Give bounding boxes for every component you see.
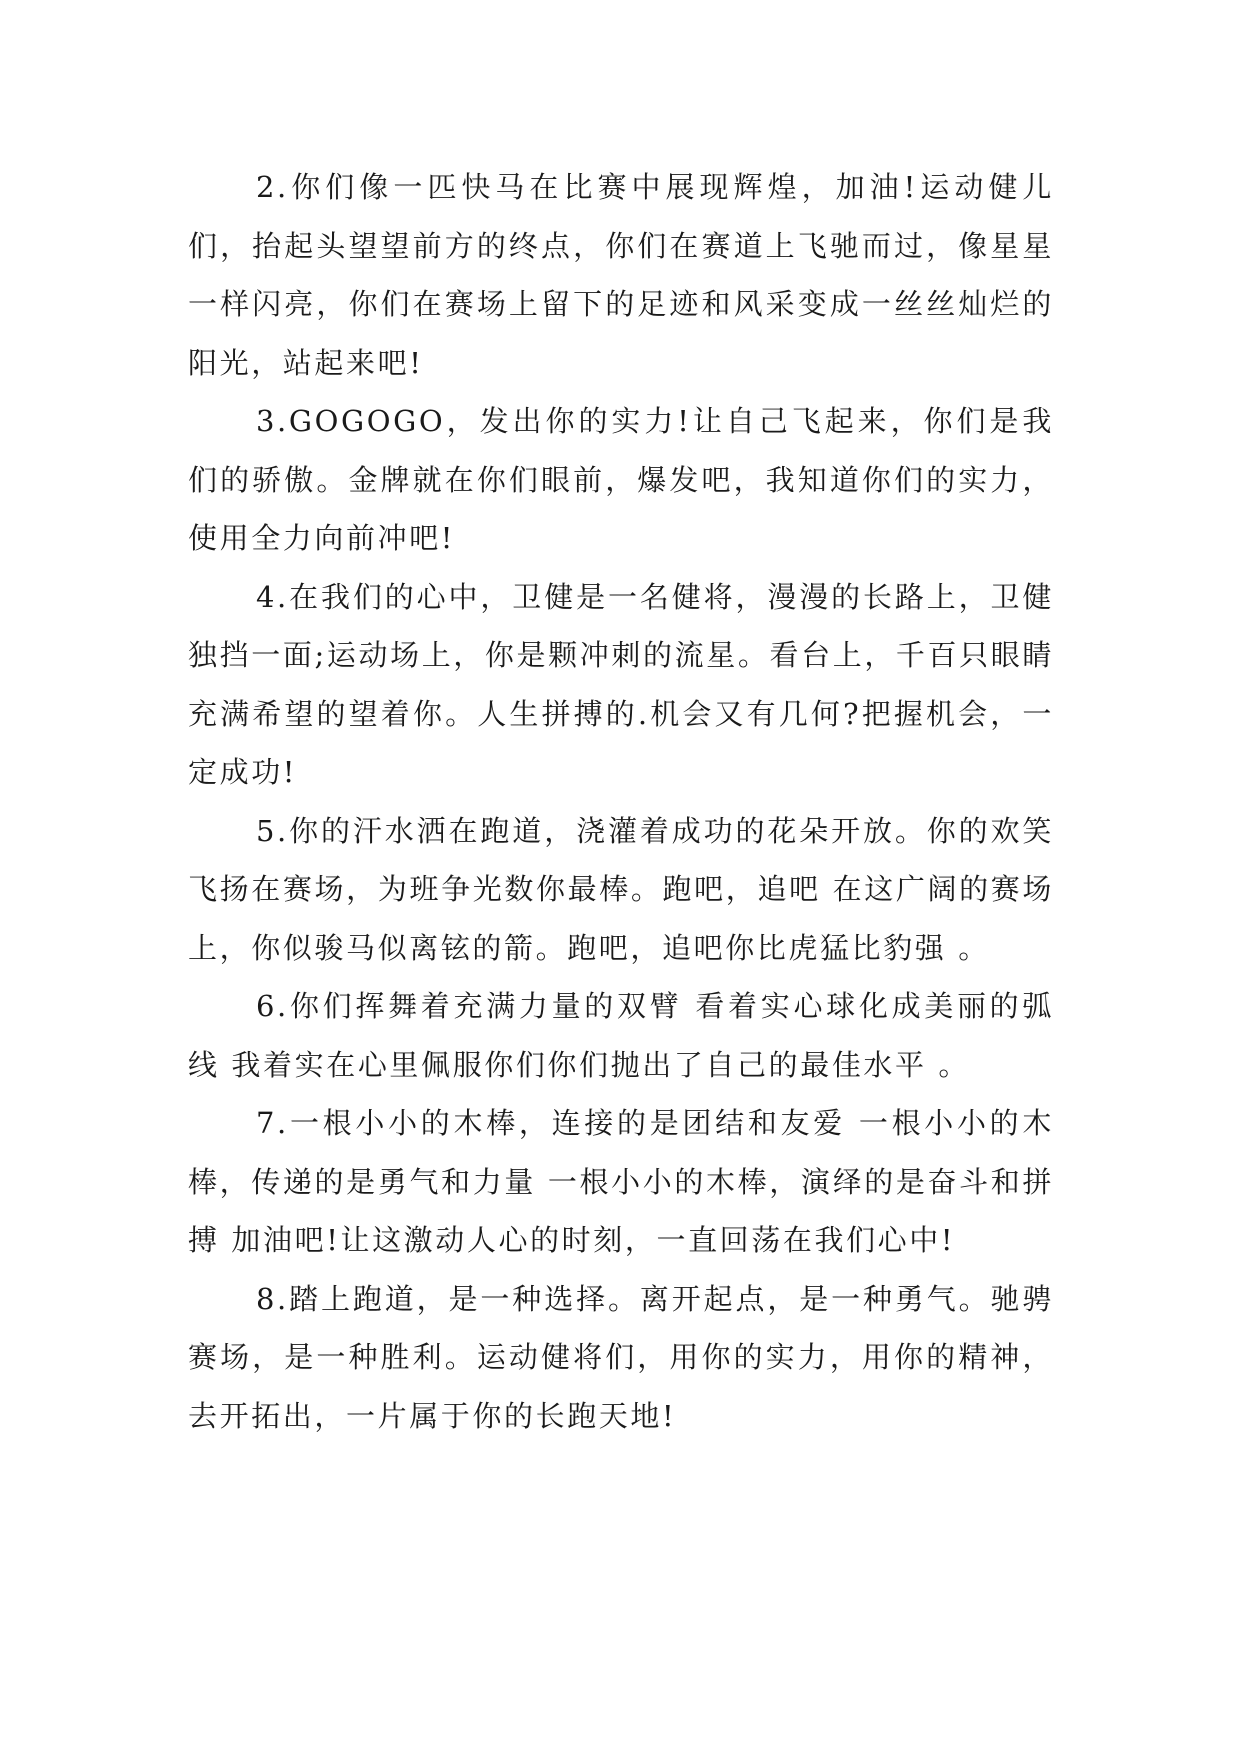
paragraph-7: 7.一根小小的木棒，连接的是团结和友爱 一根小小的木棒，传递的是勇气和力量 一根小小的木棒，演绎的是奋斗和拼搏 加油吧!让这激动人心的时刻，一直回荡在我们心中! xyxy=(188,1106,1054,1257)
paragraph-4: 4.在我们的心中，卫健是一名健将，漫漫的长路上，卫健独挡一面;运动场上，你是颗冲刺的流星。看台上，千百只眼睛充满希望的望着你。人生拼搏的.机会又有几何?把握机会，一定成功! xyxy=(188,579,1054,789)
paragraph-6: 6.你们挥舞着充满力量的双臂 看着实心球化成美丽的弧线 我着实在心里佩服你们你们抛出了自己的最佳水平 。 xyxy=(188,989,1054,1082)
paragraph-3: 3.GOGOGO，发出你的实力!让自己飞起来，你们是我们的骄傲。金牌就在你们眼前，爆发吧，我知道你们的实力，使用全力向前冲吧! xyxy=(188,404,1054,555)
document-body xyxy=(188,158,1054,1445)
paragraph-8: 8.踏上跑道，是一种选择。离开起点，是一种勇气。驰骋赛场，是一种胜利。运动健将们，用你的实力，用你的精神，去开拓出，一片属于你的长跑天地! xyxy=(188,1281,1054,1433)
paragraph-5: 5.你的汗水洒在跑道，浇灌着成功的花朵开放。你的欢笑飞扬在赛场，为班争光数你最棒。跑吧，追吧 在这广阔的赛场上，你似骏马似离铉的箭。跑吧，追吧你比虎猛比豹强 。 xyxy=(188,813,1054,965)
paragraph-2: 2.你们像一匹快马在比赛中展现辉煌，加油!运动健儿们，抬起头望望前方的终点，你们在赛道上飞驰而过，像星星一样闪亮，你们在赛场上留下的足迹和风采变成一丝丝灿烂的阳光，站起来吧! xyxy=(188,170,1054,380)
